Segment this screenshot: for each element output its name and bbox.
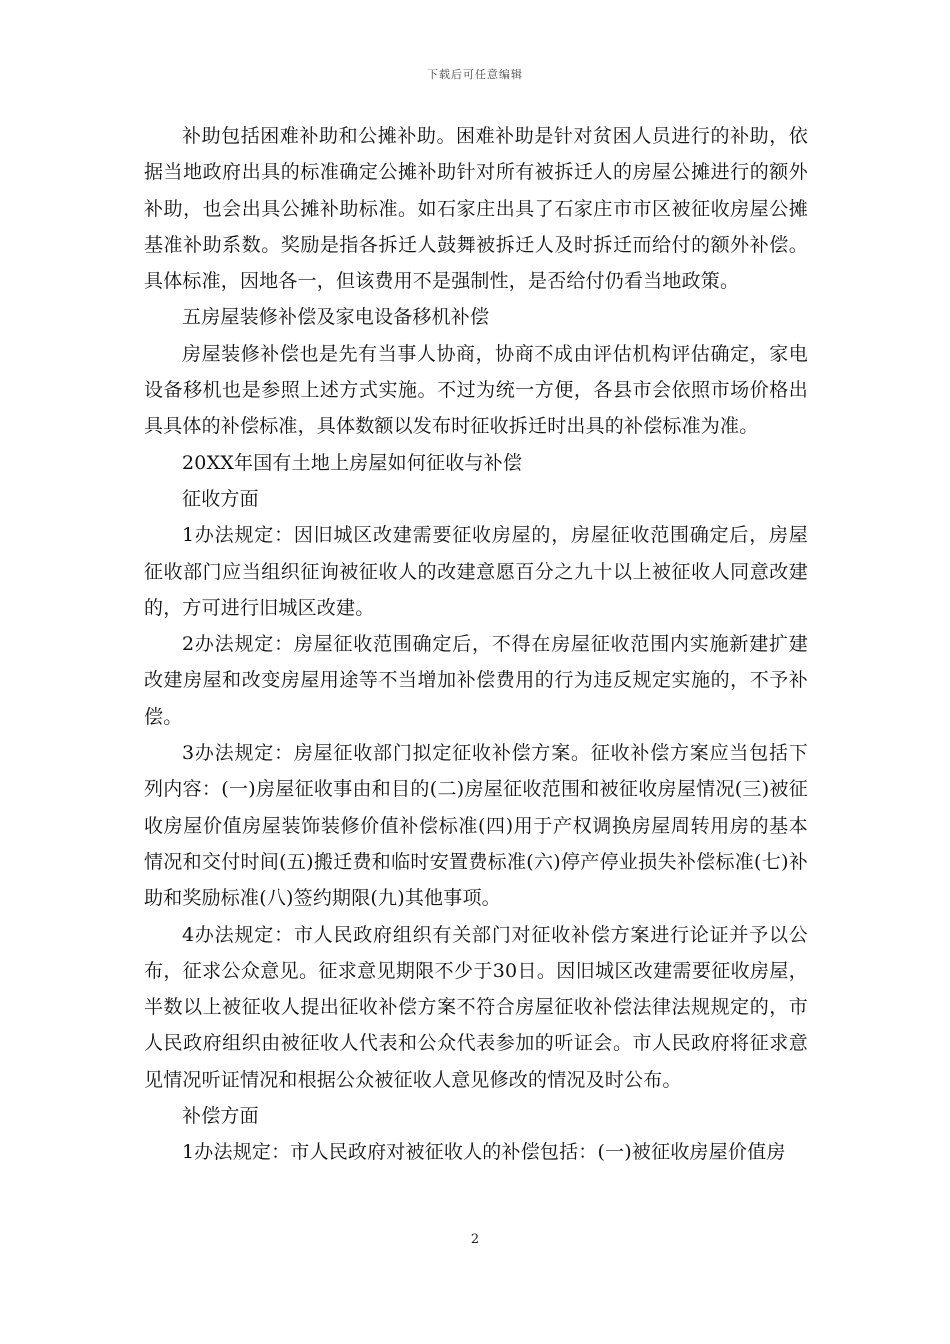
heading-compensation-aspect: 补偿方面 [182,1105,259,1128]
paragraph-subsidy: 补助包括困难补助和公摊补助。困难补助是针对贫困人员进行的补助，依据当地政府出具的标准确定公摊补助针对所有被拆迁人的房屋公摊进行的额外补助，也会出具公摊补助标准。如石家庄出具了石家庄市市区被征收房屋公摊基准补助系数。奖励是指各拆迁人鼓舞被拆迁人及时拆迁而给付的额外补偿。具体标准，因地各一，但该费用不是强制性，是否给付仍看当地政策。 [144,125,808,293]
paragraph-rule-2: 2办法规定：房屋征收范围确定后，不得在房屋征收范围内实施新建扩建改建房屋和改变房屋用途等不当增加补偿费用的行为违反规定实施的，不予补偿。 [144,633,808,728]
paragraph-compensation-rule-1: 1办法规定：市人民政府对被征收人的补偿包括：(一)被征收房屋价值房 [182,1141,786,1164]
paragraph-decoration: 房屋装修补偿也是先有当事人协商，协商不成由评估机构评估确定，家电设备移机也是参照上述方式实施。不过为统一方便，各县市会依照市场价格出具具体的补偿标准，具体数额以发布时征收拆迁时出具的补偿标准为准。 [144,342,808,438]
heading-decoration-compensation: 五房屋装修补偿及家电设备移机补偿 [182,306,490,329]
paragraph-rule-3: 3办法规定：房屋征收部门拟定征收补偿方案。征收补偿方案应当包括下列内容：(一)房屋征收事由和目的(二)房屋征收范围和被征收房屋情况(三)被征收房屋价值房屋装饰装修价值补偿标准(四)用于产权调换房屋周转用房的基本情况和交付时间(五)搬迁费和临时安置费标准(六)停产停业损失补偿标准(七)补助和奖励标准(八)签约期限(九)其他事项。 [144,742,808,910]
heading-expropriation-aspect: 征收方面 [182,487,259,510]
page-number: 2 [470,1232,480,1247]
paragraph-rule-1: 1办法规定：因旧城区改建需要征收房屋的，房屋征收范围确定后，房屋征收部门应当组织征询被征收人的改建意愿百分之九十以上被征收人同意改建的，方可进行旧城区改建。 [144,524,808,619]
page-header: 下载后可任意编辑 [427,68,523,81]
paragraph-rule-4: 4办法规定：市人民政府组织有关部门对征收补偿方案进行论证并予以公布，征求公众意见。征求意见期限不少于30日。因旧城区改建需要征收房屋，半数以上被征收人提出征收补偿方案不符合房屋征收补偿法律法规规定的，市人民政府组织由被征收人代表和公众代表参加的听证会。市人民政府将征求意见情况听证情况和根据公众被征收人意见修改的情况及时公布。 [144,923,808,1091]
heading-state-land-expropriation: 20XX年国有土地上房屋如何征收与补偿 [182,451,523,474]
document-body [144,118,808,1171]
